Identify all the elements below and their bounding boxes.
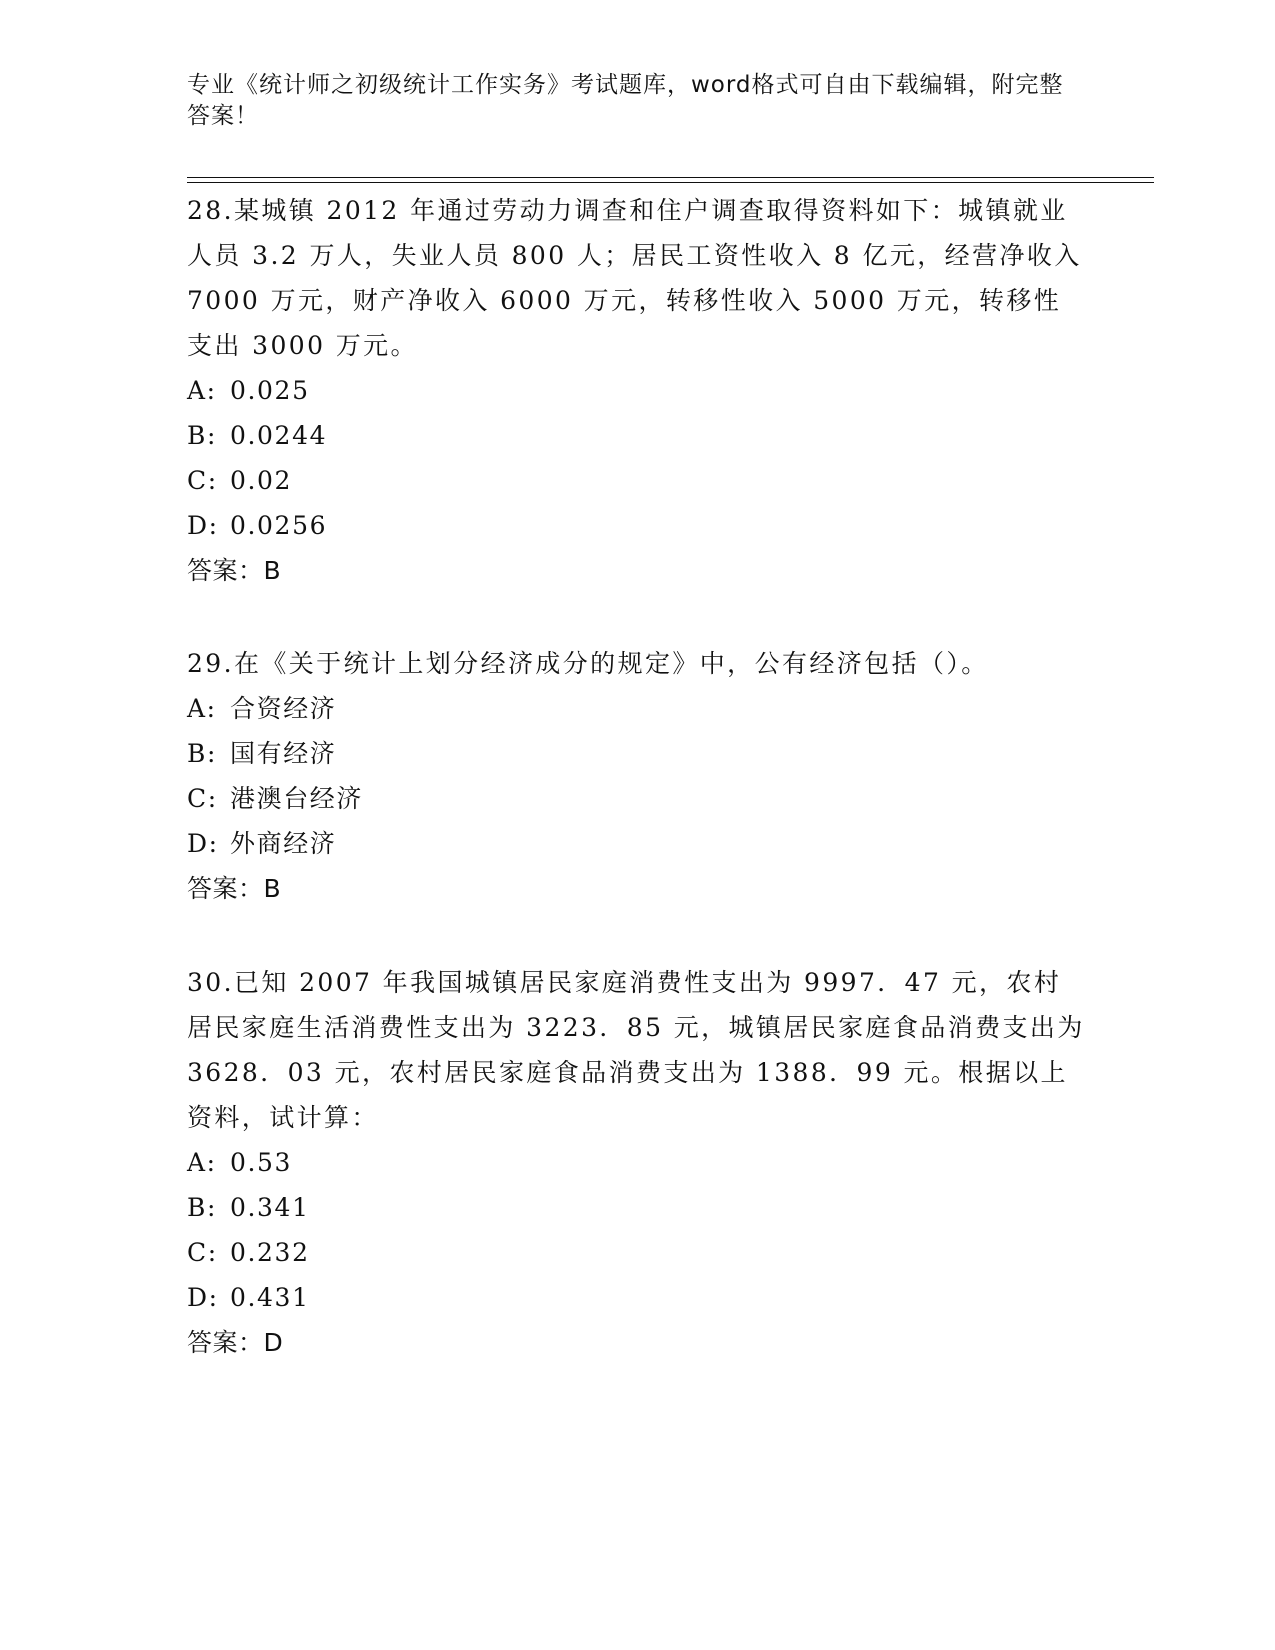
header-divider-bottom xyxy=(187,182,1154,183)
option-letter: D: xyxy=(187,1283,219,1312)
option-text: 0.232 xyxy=(230,1238,310,1267)
question-text: 在《关于统计上划分经济成分的规定》中，公有经济包括（）。 xyxy=(233,649,989,678)
option-d xyxy=(187,821,1087,866)
question-28 xyxy=(187,188,1087,593)
option-a xyxy=(187,1140,1087,1185)
question-stem xyxy=(187,960,1087,1140)
question-number: 30. xyxy=(187,968,234,997)
document-header xyxy=(187,70,1087,132)
option-b xyxy=(187,413,1087,458)
question-text: 已知 2007 年我国城镇居民家庭消费性支出为 9997．47 元，农村居民家庭生活消费性支出为 3223．85 元，城镇居民家庭食品消费支出为 3628．03 元，农村居民家庭食品消费支出为 1388．99 元。根据以上资料，试计算： xyxy=(187,968,1085,1132)
option-text: 0.0256 xyxy=(230,511,328,540)
option-text: 0.53 xyxy=(230,1148,293,1177)
option-letter: A: xyxy=(187,694,217,723)
option-b xyxy=(187,1185,1087,1230)
answer-line: 答案：B xyxy=(187,874,282,903)
option-letter: C: xyxy=(187,466,218,495)
option-text: 0.0244 xyxy=(230,421,328,450)
option-text: 0.431 xyxy=(230,1283,310,1312)
option-a xyxy=(187,368,1087,413)
option-letter: A: xyxy=(187,1148,217,1177)
option-letter: B: xyxy=(187,739,217,768)
question-stem xyxy=(187,641,1087,686)
question-number: 29. xyxy=(187,649,234,678)
option-letter: D: xyxy=(187,829,219,858)
option-text: 合资经济 xyxy=(230,694,337,723)
question-stem xyxy=(187,188,1087,368)
option-text: 0.341 xyxy=(230,1193,310,1222)
option-d xyxy=(187,503,1087,548)
question-29 xyxy=(187,641,1087,911)
option-d xyxy=(187,1275,1087,1320)
question-30 xyxy=(187,960,1087,1365)
question-text: 某城镇 2012 年通过劳动力调查和住户调查取得资料如下：城镇就业人员 3.2 万人，失业人员 800 人；居民工资性收入 8 亿元，经营净收入 7000 万元，财产净收入 6000 万元，转移性收入 5000 万元，转移性支出 3000 万元。 xyxy=(187,196,1082,360)
option-text: 外商经济 xyxy=(230,829,337,858)
option-text: 国有经济 xyxy=(230,739,337,768)
header-text-before: 专业《统计师之初级统计工作实务》考试题库， xyxy=(187,72,691,98)
option-c xyxy=(187,1230,1087,1275)
option-letter: C: xyxy=(187,784,218,813)
option-c xyxy=(187,776,1087,821)
option-c xyxy=(187,458,1087,503)
option-text: 0.02 xyxy=(230,466,293,495)
option-text: 0.025 xyxy=(230,376,310,405)
question-number: 28. xyxy=(187,196,234,225)
option-text: 港澳台经济 xyxy=(230,784,364,813)
option-letter: D: xyxy=(187,511,219,540)
option-letter: B: xyxy=(187,1193,217,1222)
option-letter: A: xyxy=(187,376,217,405)
option-letter: B: xyxy=(187,421,217,450)
header-text-after: 格式可自由下载编辑，附完整答案！ xyxy=(187,72,1064,129)
option-b xyxy=(187,731,1087,776)
answer-line: 答案：D xyxy=(187,1328,284,1357)
option-letter: C: xyxy=(187,1238,218,1267)
header-divider-top xyxy=(187,177,1154,178)
option-a xyxy=(187,686,1087,731)
answer-line: 答案：B xyxy=(187,556,282,585)
header-word: word xyxy=(691,72,752,98)
